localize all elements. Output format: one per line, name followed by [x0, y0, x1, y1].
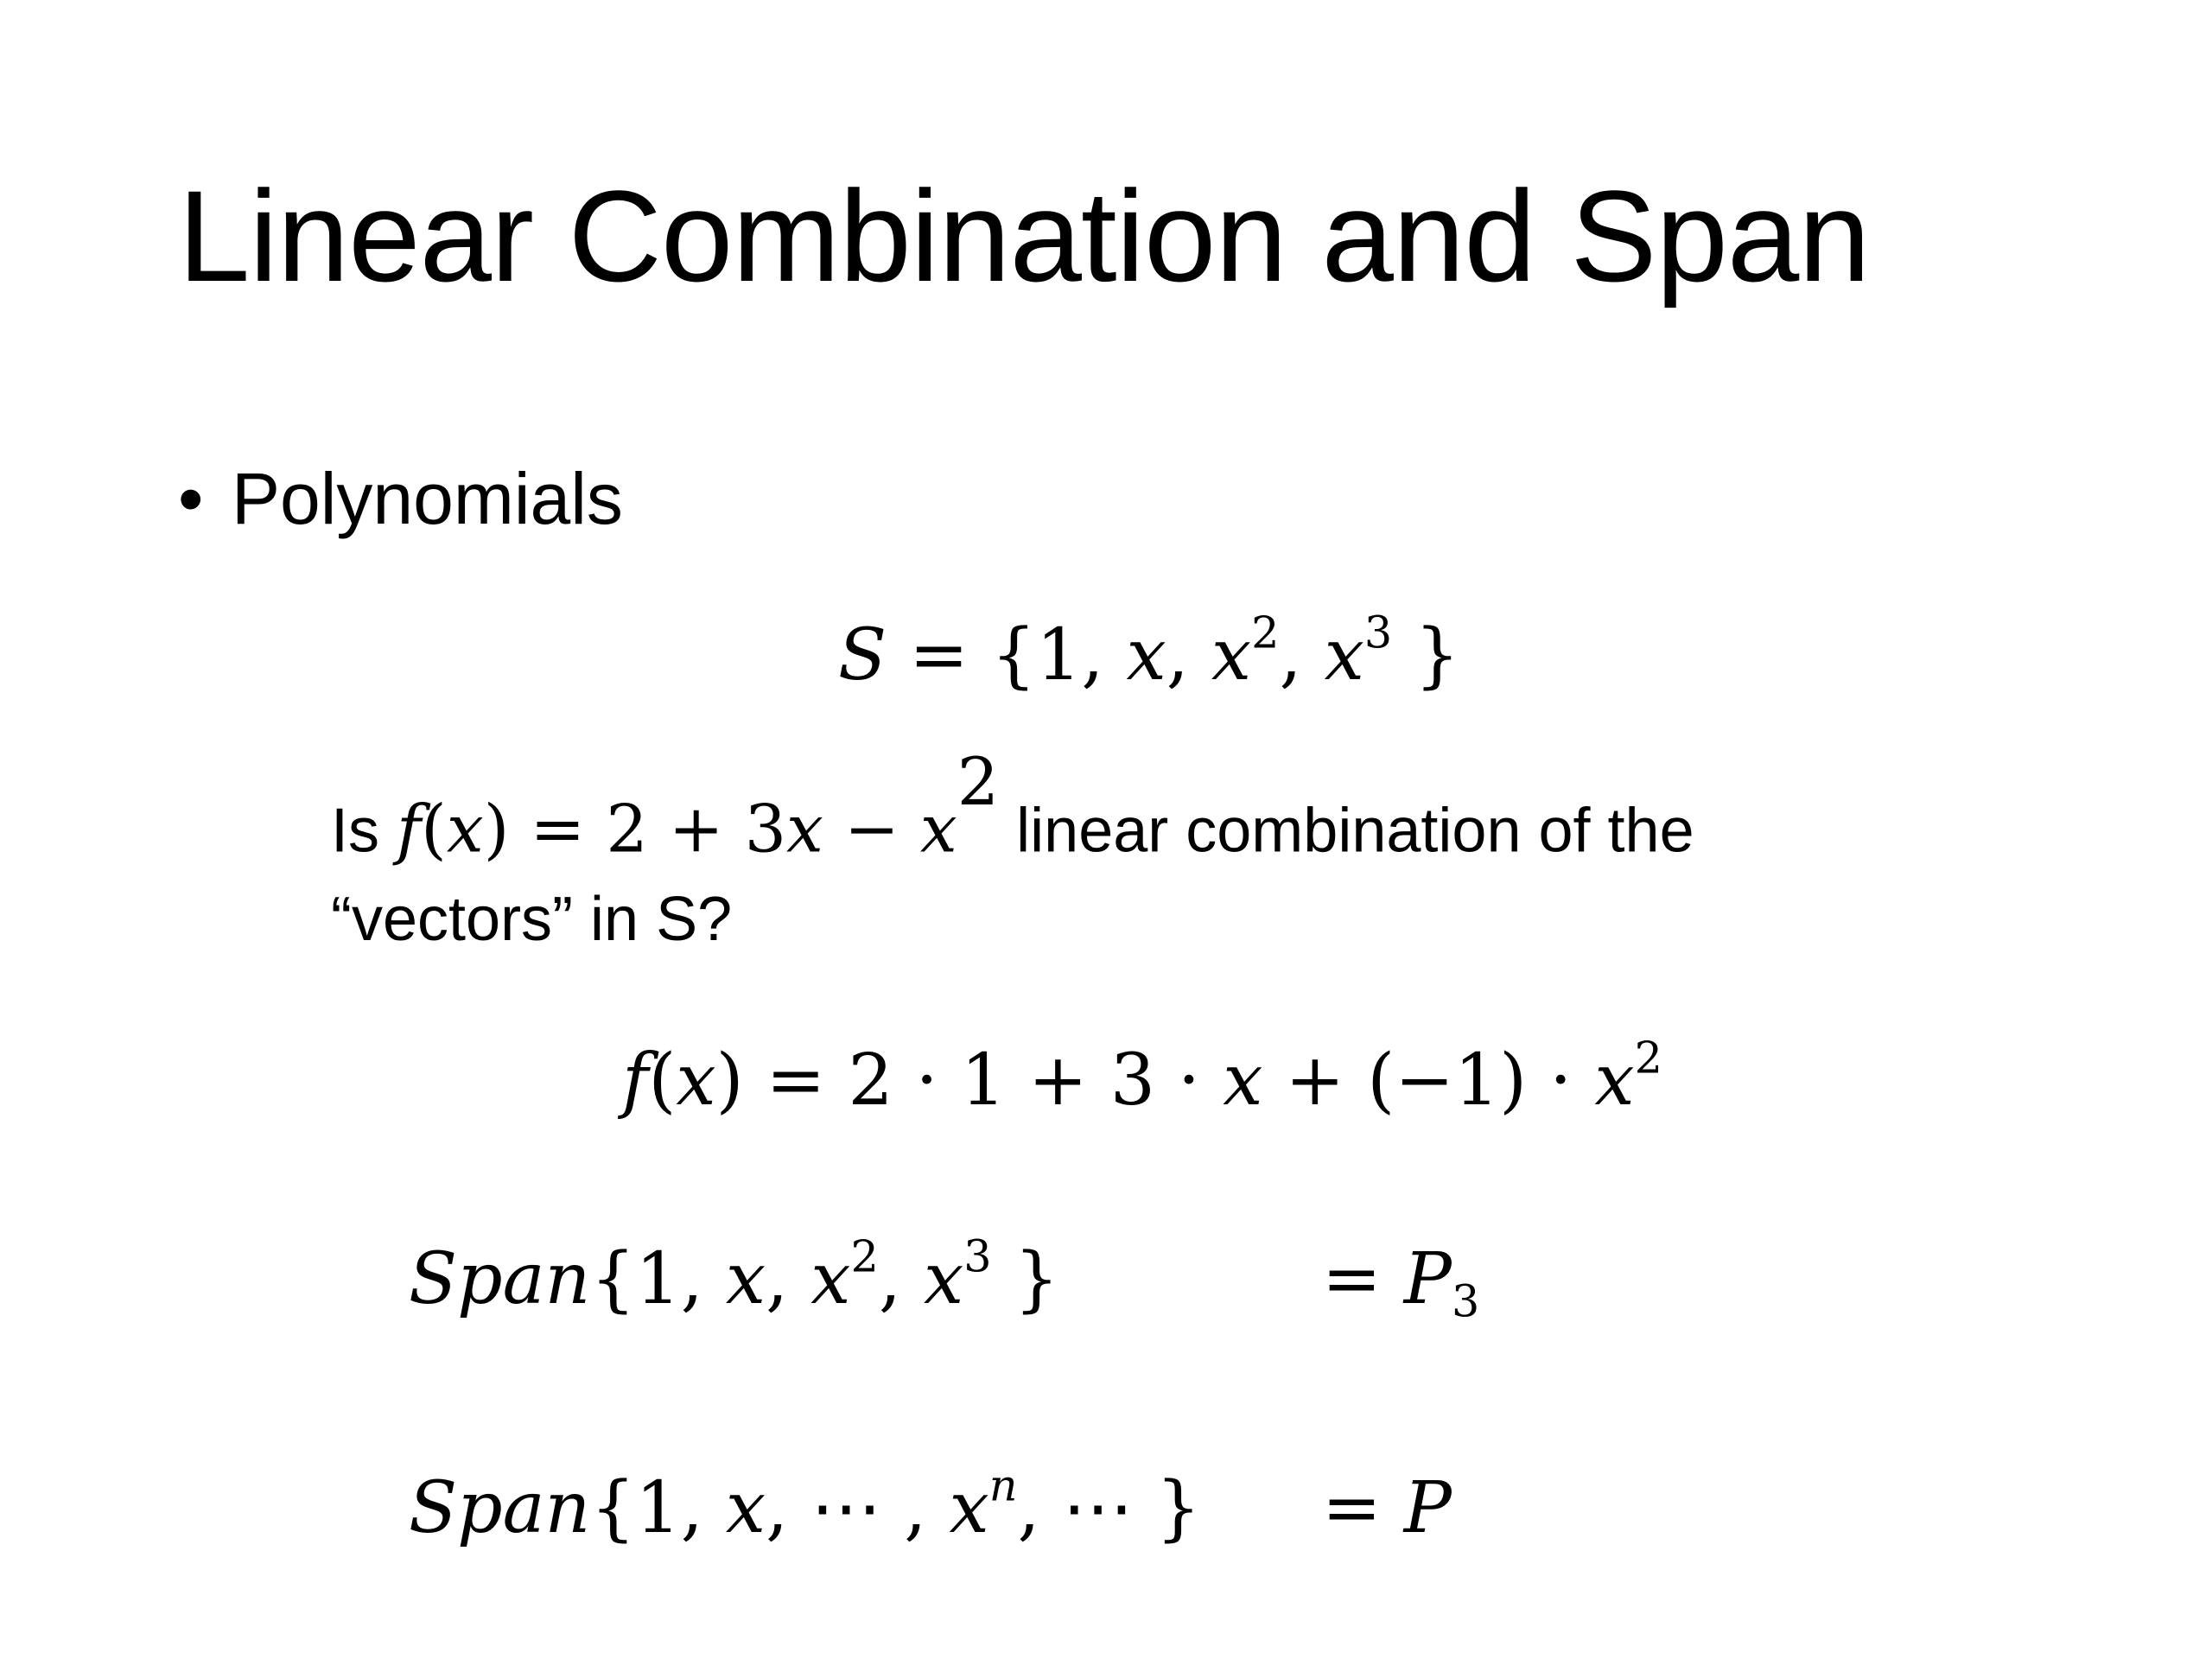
- span-x: x: [725, 1467, 766, 1549]
- question-x-squared: x: [919, 790, 957, 868]
- question-prefix: Is: [331, 796, 397, 866]
- expansion-x-squared: x: [1594, 1039, 1635, 1122]
- span-xn: x: [949, 1467, 989, 1549]
- question-f: f: [397, 790, 422, 868]
- set-term-x: x: [1126, 614, 1166, 696]
- span-exponent-3: 3: [963, 1230, 992, 1282]
- span-open: {1,: [590, 1467, 726, 1549]
- set-comma: ,: [1279, 614, 1325, 696]
- span-infinite-result: [1322, 1467, 1452, 1549]
- question-x: x: [786, 790, 823, 868]
- span-exponent-n: n: [988, 1459, 1018, 1511]
- span-x3: x: [923, 1238, 964, 1320]
- span-close: , ⋯ }: [1017, 1467, 1201, 1549]
- expansion-arg: (x): [648, 1039, 744, 1122]
- expansion-part1: = 2 · 1 + 3 ·: [743, 1039, 1224, 1122]
- expansion-x: x: [1223, 1039, 1263, 1122]
- linear-combination-equation: [622, 1032, 1662, 1122]
- set-term-x3: x: [1324, 614, 1364, 696]
- span-finite-result: [1322, 1238, 1480, 1327]
- result-equals: =: [1322, 1467, 1404, 1549]
- span-open: {1,: [590, 1238, 726, 1320]
- span-close: }: [991, 1238, 1059, 1320]
- span-x2: x: [810, 1238, 851, 1320]
- set-symbol: S: [838, 614, 887, 696]
- question-paren-x: (x): [421, 790, 510, 868]
- span-x: x: [725, 1238, 766, 1320]
- expansion-f: f: [622, 1039, 649, 1122]
- span-ellipsis: , ⋯ ,: [766, 1467, 950, 1549]
- bullet-text: Polynomials: [232, 458, 623, 539]
- span-label: Span: [409, 1238, 591, 1320]
- result-p: P: [1403, 1467, 1452, 1549]
- span-comma: ,: [766, 1238, 811, 1320]
- result-p: P: [1403, 1238, 1452, 1320]
- set-term-x2: x: [1211, 614, 1252, 696]
- span-label: Span: [409, 1467, 591, 1549]
- question-rhs: = 2 + 3: [509, 790, 787, 868]
- set-close-brace: }: [1392, 614, 1460, 696]
- question-suffix: linear combination of the “vectors” in S?: [331, 796, 1694, 954]
- set-comma: ,: [1166, 614, 1211, 696]
- span-exponent-2: 2: [850, 1230, 879, 1282]
- expansion-exponent: 2: [1634, 1032, 1662, 1084]
- set-exponent-2: 2: [1251, 607, 1280, 658]
- question-exponent: 2: [957, 743, 1000, 820]
- set-equals-open: = {1,: [887, 614, 1127, 696]
- bullet-item-polynomials: [178, 458, 623, 539]
- bullet-marker: •: [178, 458, 204, 539]
- result-equals: =: [1322, 1238, 1404, 1320]
- question-text: [331, 743, 1904, 963]
- question-minus: −: [823, 790, 920, 868]
- result-subscript-3: 3: [1451, 1275, 1480, 1327]
- span-comma: ,: [878, 1238, 924, 1320]
- span-finite-expression: [409, 1230, 1059, 1320]
- set-definition-equation: [838, 607, 1460, 696]
- span-infinite-expression: [409, 1459, 1201, 1549]
- set-exponent-3: 3: [1363, 607, 1393, 658]
- slide-title: Linear Combination and Span: [178, 163, 1870, 308]
- expansion-part2: + (−1) ·: [1262, 1039, 1595, 1122]
